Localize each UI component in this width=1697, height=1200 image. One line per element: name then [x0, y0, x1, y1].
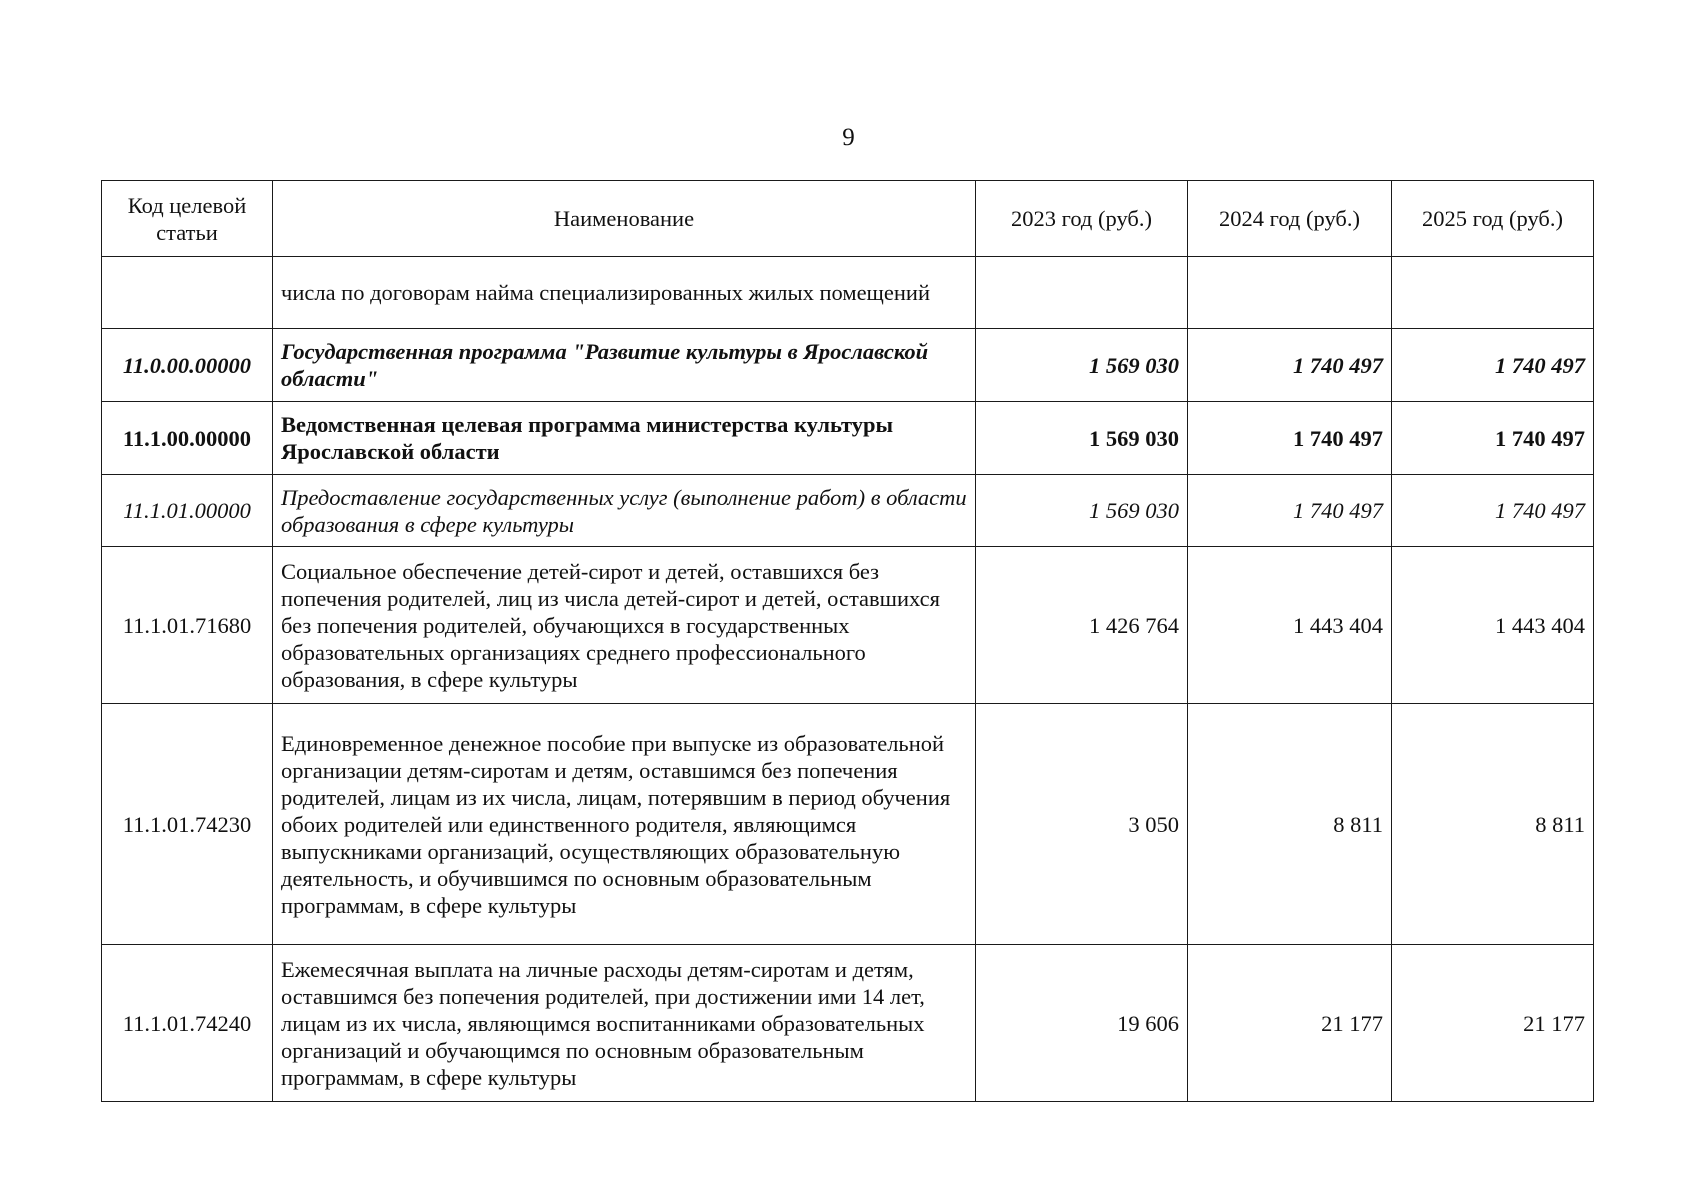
row-code: 11.0.00.00000: [102, 329, 273, 402]
row-code: 11.1.01.71680: [102, 547, 273, 704]
table-row: [102, 402, 1594, 475]
row-2025: 8 811: [1392, 704, 1594, 945]
row-2025: 1 740 497: [1392, 329, 1594, 402]
table-row: [102, 329, 1594, 402]
row-2023: 1 569 030: [976, 475, 1188, 547]
table-header: [102, 181, 1594, 257]
table-row: [102, 945, 1594, 1102]
row-2024: 1 740 497: [1188, 475, 1392, 547]
row-code: [102, 257, 273, 329]
row-code: 11.1.00.00000: [102, 402, 273, 475]
header-row: [102, 181, 1594, 257]
table-row: [102, 475, 1594, 547]
row-2024: [1188, 257, 1392, 329]
row-2023: 1 569 030: [976, 402, 1188, 475]
row-name: Предоставление государственных услуг (выполнение работ) в области образования в сфере культуры: [273, 475, 976, 547]
header-2023: 2023 год (руб.): [976, 181, 1188, 257]
row-code: 11.1.01.00000: [102, 475, 273, 547]
table-row: [102, 547, 1594, 704]
row-code: 11.1.01.74230: [102, 704, 273, 945]
header-2024: 2024 год (руб.): [1188, 181, 1392, 257]
row-code: 11.1.01.74240: [102, 945, 273, 1102]
row-2023: 1 426 764: [976, 547, 1188, 704]
row-name: Ведомственная целевая программа министерства культуры Ярославской области: [273, 402, 976, 475]
row-2024: 1 740 497: [1188, 402, 1392, 475]
row-name: Социальное обеспечение детей-сирот и детей, оставшихся без попечения родителей, лиц из числа детей-сирот и детей, оставшихся без попечения родителей, обучающихся в государственных образовательных организациях среднего профессионального образования, в сфере культуры: [273, 547, 976, 704]
row-name: Единовременное денежное пособие при выпуске из образовательной организации детям-сиротам и детям, оставшимся без попечения родителей, лицам из их числа, лицам, потерявшим в период обучения обоих родителей или единственного родителя, являющимся выпускниками организаций, осуществляющих образовательную деятельность, и обучившимся по основным образовательным программам, в сфере культуры: [273, 704, 976, 945]
row-2025: 21 177: [1392, 945, 1594, 1102]
row-2024: 1 443 404: [1188, 547, 1392, 704]
row-2025: 1 740 497: [1392, 402, 1594, 475]
row-2024: 1 740 497: [1188, 329, 1392, 402]
row-2023: 1 569 030: [976, 329, 1188, 402]
row-2025: 1 443 404: [1392, 547, 1594, 704]
row-name: Государственная программа "Развитие культуры в Ярославской области": [273, 329, 976, 402]
table-row: [102, 704, 1594, 945]
row-2023: [976, 257, 1188, 329]
table-body: [102, 257, 1594, 1102]
table-row: [102, 257, 1594, 329]
page-number: 9: [842, 124, 855, 151]
header-name: Наименование: [273, 181, 976, 257]
row-2023: 19 606: [976, 945, 1188, 1102]
row-2024: 21 177: [1188, 945, 1392, 1102]
header-2025: 2025 год (руб.): [1392, 181, 1594, 257]
row-2025: 1 740 497: [1392, 475, 1594, 547]
row-name: числа по договорам найма специализированных жилых помещений: [273, 257, 976, 329]
row-2024: 8 811: [1188, 704, 1392, 945]
row-2023: 3 050: [976, 704, 1188, 945]
row-2025: [1392, 257, 1594, 329]
row-name: Ежемесячная выплата на личные расходы детям-сиротам и детям, оставшимся без попечения родителей, при достижении ими 14 лет, лицам из их числа, являющимся воспитанниками образовательных организаций и обучающимся по основным образовательным программам, в сфере культуры: [273, 945, 976, 1102]
budget-table: [101, 180, 1594, 1102]
header-code: Код целевой статьи: [102, 181, 273, 257]
